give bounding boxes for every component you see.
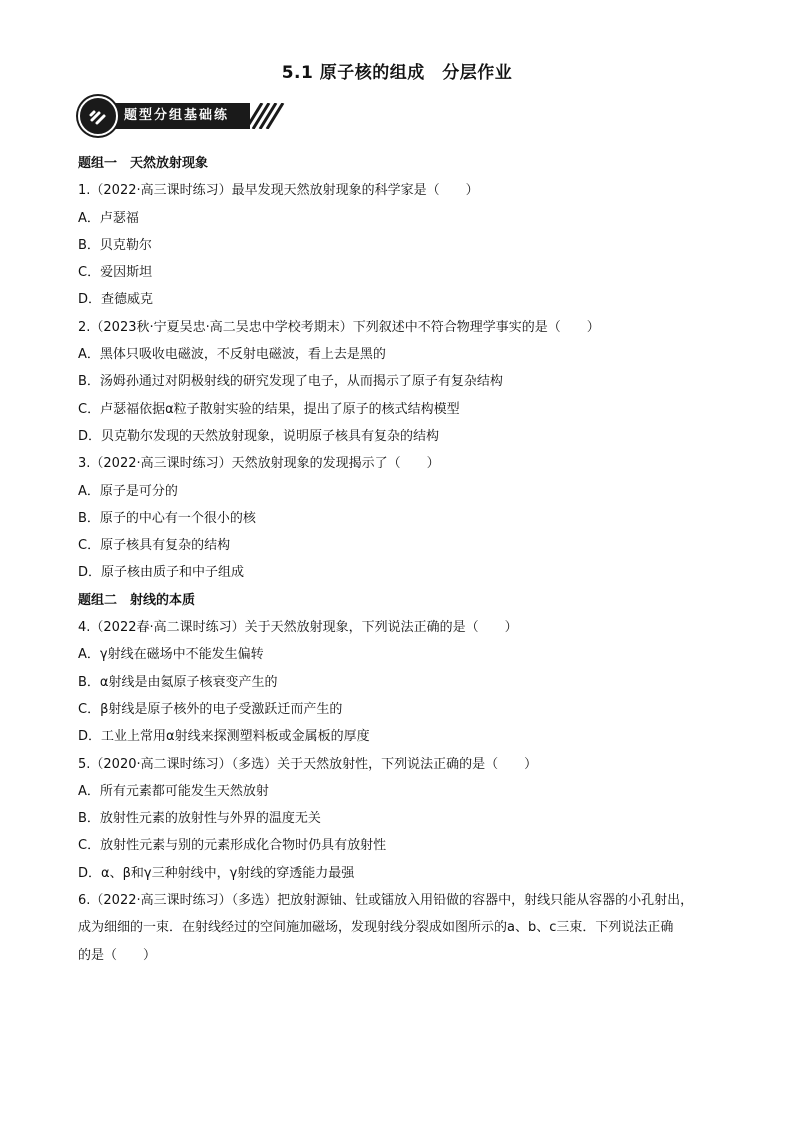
option-text: B．汤姆孙通过对阴极射线的研究发现了电子，从而揭示了原子有复杂结构	[78, 374, 503, 390]
option-text: D．查德威克	[78, 292, 154, 308]
question-text: 6.（2022·高三课时练习）（多选）把放射源铀、钍或镭放入用铅做的容器中，射线只能从容器的小孔射出，	[78, 893, 694, 909]
option-text: D．α、β和γ三种射线中，γ射线的穿透能力最强	[78, 865, 355, 881]
question-text: 3.（2022·高三课时练习）天然放射现象的发现揭示了（ ）	[78, 456, 440, 472]
option-text: B．贝克勒尔	[78, 237, 152, 253]
page-title: 5.1 原子核的组成 分层作业	[281, 63, 513, 83]
option-text: B．放射性元素的放射性与外界的温度无关	[78, 811, 321, 827]
section-banner	[78, 96, 288, 136]
option-text: A．黑体只吸收电磁波，不反射电磁波，看上去是黑的	[78, 347, 386, 363]
option-text: A．卢瑟福	[78, 210, 139, 226]
group-heading: 题组二 射线的本质	[78, 592, 196, 608]
question-text: 1.（2022·高三课时练习）最早发现天然放射现象的科学家是（ ）	[78, 183, 479, 199]
option-text: A．原子是可分的	[78, 483, 178, 499]
option-text: A．γ射线在磁场中不能发生偏转	[78, 647, 264, 663]
option-text: C．原子核具有复杂的结构	[78, 538, 231, 554]
question-text: 5.（2020·高二课时练习）（多选）关于天然放射性，下列说法正确的是（ ）	[78, 756, 538, 772]
option-text: B．原子的中心有一个很小的核	[78, 510, 256, 526]
question-text: 的是（ ）	[78, 947, 157, 963]
option-text: C．β射线是原子核外的电子受激跃迁而产生的	[78, 701, 343, 717]
option-text: C．卢瑟福依据α粒子散射实验的结果，提出了原子的核式结构模型	[78, 401, 460, 417]
banner-emblem-icon	[78, 96, 118, 136]
group-heading: 题组一 天然放射现象	[78, 156, 209, 171]
question-text: 成为细细的一束．在射线经过的空间施加磁场，发现射线分裂成如图所示的a、b、c三束．下列说法正确	[78, 920, 674, 936]
banner-label: 题型分组基础练	[124, 108, 230, 123]
option-text: A．所有元素都可能发生天然放射	[78, 783, 269, 799]
option-text: D．贝克勒尔发现的天然放射现象，说明原子核具有复杂的结构	[78, 428, 440, 444]
banner-stripes	[246, 103, 288, 129]
option-text: D．原子核由质子和中子组成	[78, 565, 245, 581]
question-text: 2.（2023秋·宁夏吴忠·高二吴忠中学校考期末）下列叙述中不符合物理学事实的是（ ）	[78, 319, 600, 335]
option-text: C．爱因斯坦	[78, 265, 153, 281]
option-text: D．工业上常用α射线来探测塑料板或金属板的厚度	[78, 729, 370, 745]
option-text: C．放射性元素与别的元素形成化合物时仍具有放射性	[78, 838, 387, 854]
option-text: B．α射线是由氦原子核衰变产生的	[78, 674, 278, 690]
question-text: 4.（2022春·高二课时练习）关于天然放射现象，下列说法正确的是（ ）	[78, 620, 518, 636]
question-list	[78, 150, 738, 969]
